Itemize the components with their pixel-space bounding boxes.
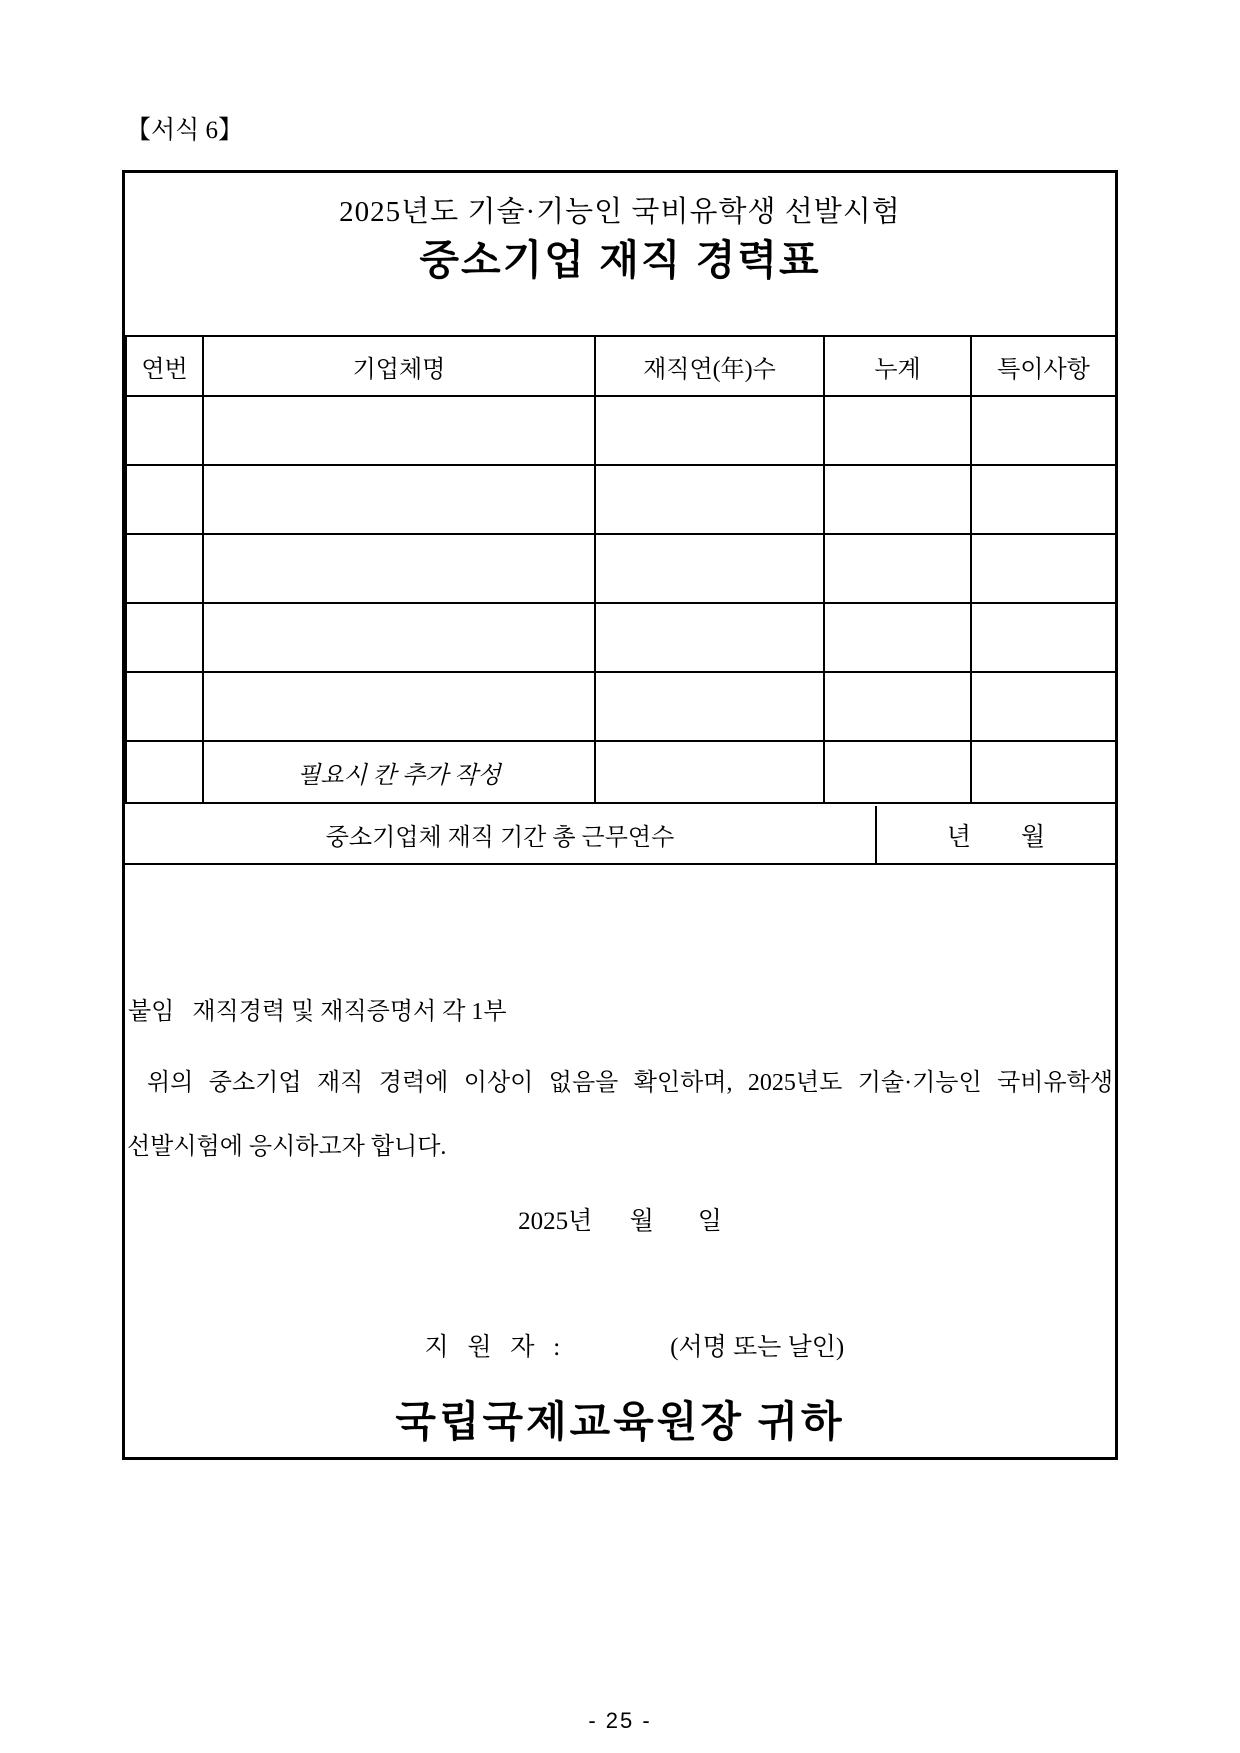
signature-note: (서명 또는 날인) [670,1334,845,1361]
table-cell-empty [203,396,595,465]
table-cell-empty [971,672,1116,741]
note-cell [203,741,595,803]
applicant-line [387,1299,844,1391]
document-box [122,170,1118,1460]
summary-label: 중소기업체 재직 기간 총 근무연수 [125,806,877,863]
table-cell-empty [126,396,203,465]
header-cell-company: 기업체명 [203,336,595,396]
form-title-line1: 2025년도 기술·기능인 국비유학생 선발시험 [339,196,901,228]
table-cell-empty [971,741,1116,803]
header-cell-remarks: 특이사항 [971,336,1116,396]
form-number-label: 【서식 6】 [126,117,244,144]
summary-value: 년 월 [946,823,1046,851]
table-cell-empty [971,465,1116,534]
table-row [126,672,1116,741]
table-cell-empty [595,672,824,741]
table-row [126,603,1116,672]
table-cell-empty [126,465,203,534]
recipient-line: 국립국제교육원장 귀하 [395,1400,845,1446]
table-row [126,465,1116,534]
table-header-row [126,336,1116,396]
declaration [125,1051,1115,1179]
table-cell-empty [203,534,595,603]
table-cell-empty [126,672,203,741]
declaration-line1: 위의 중소기업 재직 경력에 이상이 없음을 확인하며, 2025년도 기술·기능인 국비유학생 [147,1070,1113,1096]
table-cell-empty [203,603,595,672]
table-cell-empty [203,672,595,741]
table-cell-empty [126,741,203,803]
table-cell-empty [595,534,824,603]
table-cell-empty [595,396,824,465]
table-cell-empty [824,672,971,741]
summary-row [125,806,1115,865]
table-note-row [126,741,1116,803]
form-title-line2: 중소기업 재직 경력표 [419,237,821,283]
date-line: 2025년 월 일 [518,1208,722,1235]
declaration-line2: 선발시험에 응시하고자 합니다. [127,1134,447,1160]
applicant-label: 지 원 자 : [424,1334,561,1361]
table-row [126,396,1116,465]
page-number: - 25 - [588,1708,652,1733]
header-cell-years: 재직연(年)수 [595,336,824,396]
table-cell-empty [824,603,971,672]
table-cell-empty [971,534,1116,603]
attachment-note: 붙임 재직경력 및 재직증명서 각 1부 [128,999,507,1025]
table-cell-empty [203,465,595,534]
table-cell-empty [824,465,971,534]
table-cell-empty [126,534,203,603]
table-cell-empty [595,465,824,534]
table-cell-empty [824,741,971,803]
header-cell-total: 누계 [824,336,971,396]
career-table [125,335,1117,804]
table-cell-empty [824,396,971,465]
table-row [126,534,1116,603]
table-cell-empty [971,603,1116,672]
table-cell-empty [824,534,971,603]
table-cell-empty [595,603,824,672]
table-cell-empty [971,396,1116,465]
table-cell-empty [595,741,824,803]
header-cell-seq: 연번 [126,336,203,396]
table-cell-empty [126,603,203,672]
add-rows-note: 필요시 칸 추가 작성 [297,762,501,789]
